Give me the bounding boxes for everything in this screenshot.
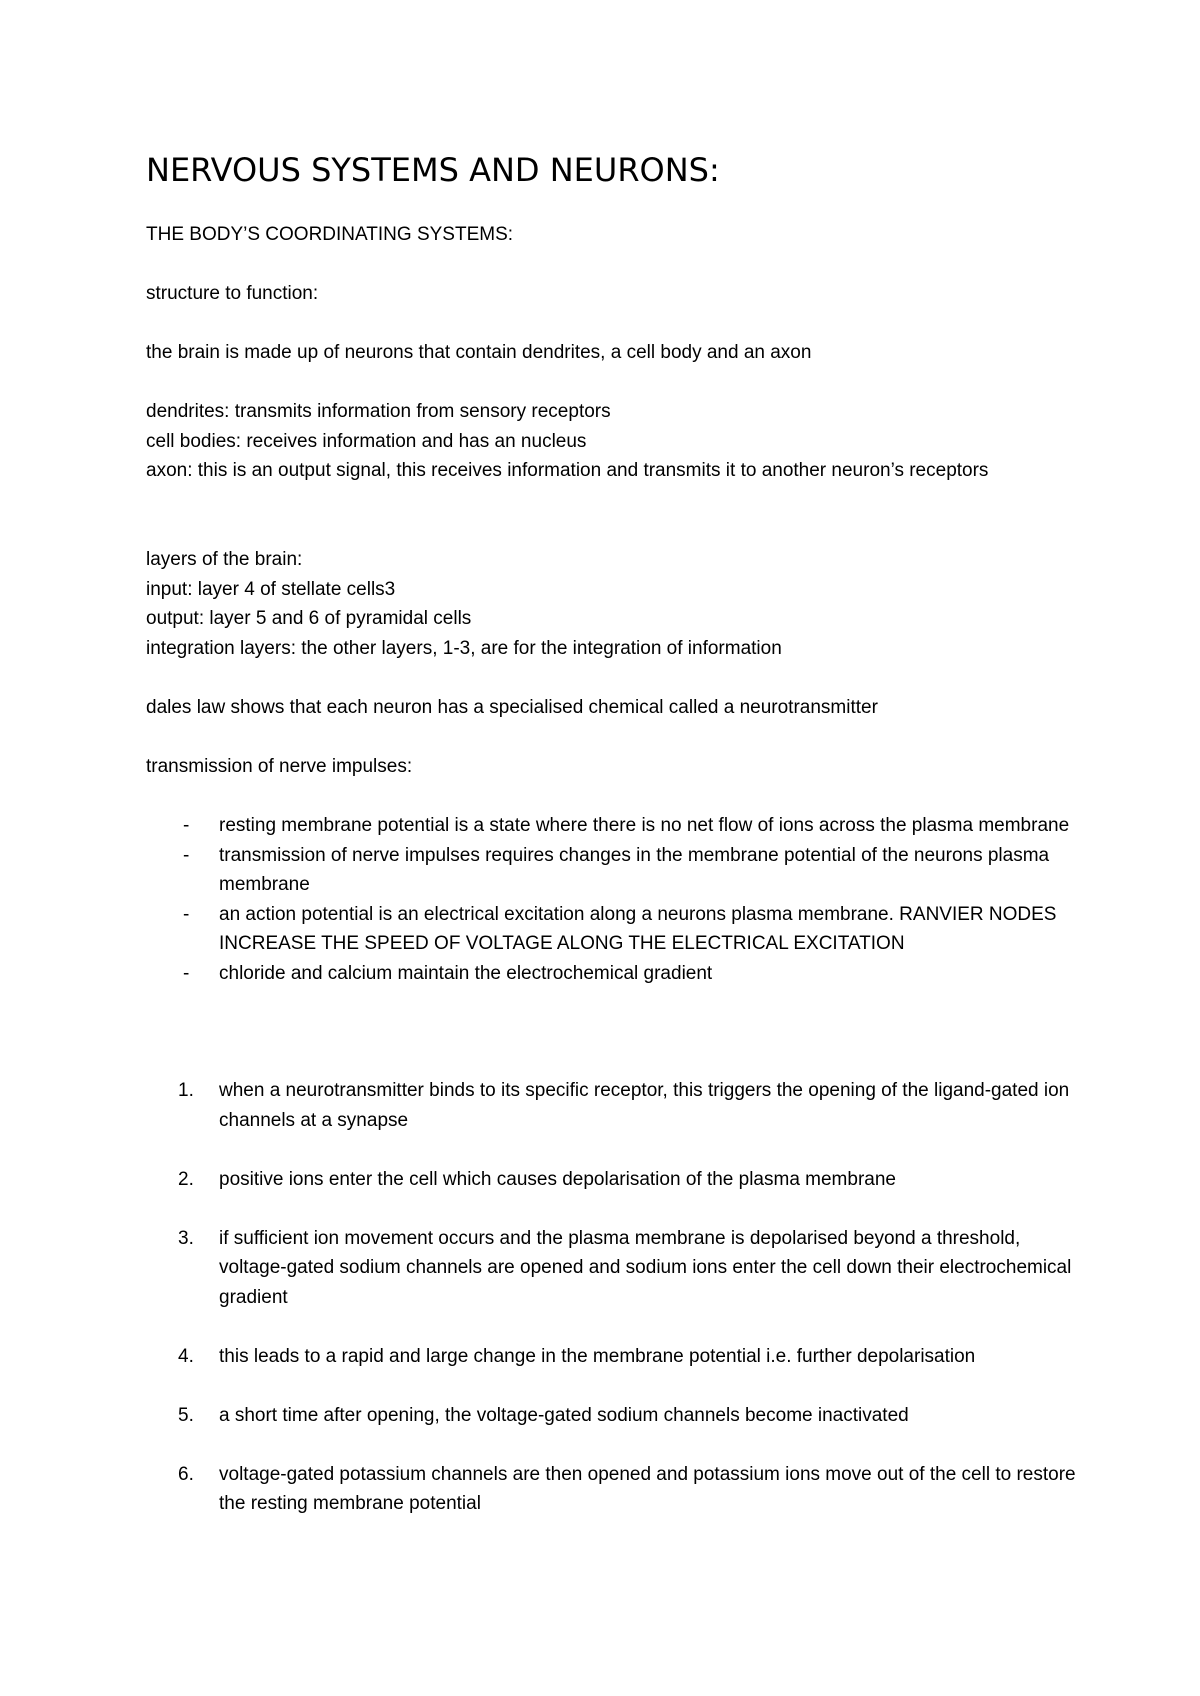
brain-layers-block: [146, 545, 1086, 663]
list-item-text: chloride and calcium maintain the electrochemical gradient: [219, 962, 713, 984]
step-text: positive ions enter the cell which causes depolarisation of the plasma membrane: [219, 1168, 896, 1190]
step-number: 5.: [178, 1404, 194, 1426]
section-heading-transmission: transmission of nerve impulses:: [146, 756, 413, 777]
step-text: this leads to a rapid and large change in the membrane potential i.e. further depolarisation: [219, 1345, 976, 1367]
definition-cell-bodies: cell bodies: receives information and has an nucleus: [146, 430, 587, 452]
list-item: [146, 959, 1086, 989]
step-text: a short time after opening, the voltage-gated sodium channels become inactivated: [219, 1404, 909, 1426]
definition-dendrites: dendrites: transmits information from sensory receptors: [146, 401, 611, 422]
list-item: [146, 811, 1086, 841]
list-item: [146, 1342, 1086, 1372]
dales-law-paragraph: dales law shows that each neuron has a specialised chemical called a neurotransmitter: [146, 697, 878, 718]
step-number: 6.: [178, 1463, 194, 1485]
definitions-block: [146, 397, 1086, 486]
list-item-text: transmission of nerve impulses requires changes in the membrane potential of the neurons plasma membrane: [219, 844, 1050, 895]
section-heading-structure: structure to function:: [146, 283, 319, 304]
list-item: [146, 1460, 1086, 1519]
step-number: 2.: [178, 1168, 194, 1190]
dash-marker: -: [183, 815, 190, 836]
list-item: [146, 1165, 1086, 1195]
layers-heading: layers of the brain:: [146, 549, 303, 570]
dash-marker: -: [183, 844, 190, 866]
list-item: [146, 1224, 1086, 1313]
step-number: 1.: [178, 1080, 194, 1101]
transmission-bullet-list: [146, 811, 1086, 988]
list-item: [146, 841, 1086, 900]
definition-axon: axon: this is an output signal, this receives information and transmits it to another neuron’s receptors: [146, 460, 989, 481]
list-item-text: resting membrane potential is a state where there is no net flow of ions across the plasma membrane: [219, 815, 1070, 836]
section-heading-coordinating-systems: THE BODY’S COORDINATING SYSTEMS:: [146, 224, 514, 245]
dash-marker: -: [183, 962, 190, 984]
list-item: [146, 1076, 1086, 1135]
dash-marker: -: [183, 903, 190, 925]
document-title: NERVOUS SYSTEMS AND NEURONS:: [146, 151, 720, 189]
layer-output: output: layer 5 and 6 of pyramidal cells: [146, 608, 472, 629]
step-number: 4.: [178, 1345, 194, 1367]
intro-paragraph: the brain is made up of neurons that contain dendrites, a cell body and an axon: [146, 342, 812, 363]
list-item: [146, 900, 1086, 959]
layer-integration: integration layers: the other layers, 1-3, are for the integration of information: [146, 637, 782, 659]
action-potential-steps-list: [146, 1076, 1086, 1519]
list-item-text: an action potential is an electrical excitation along a neurons plasma membrane. RANVIER NODES INCREASE THE SPEED OF VOLTAGE ALONG THE ELECTRICAL EXCITATION: [219, 903, 1057, 954]
list-item: [146, 1401, 1086, 1431]
step-text: when a neurotransmitter binds to its specific receptor, this triggers the opening of the ligand-gated ion channels at a synapse: [219, 1080, 1070, 1131]
layer-input: input: layer 4 of stellate cells3: [146, 578, 396, 600]
step-text: if sufficient ion movement occurs and the plasma membrane is depolarised beyond a threshold, voltage-gated sodium channels are opened and sodium ions enter the cell down their electrochemical gradient: [219, 1227, 1072, 1308]
step-text: voltage-gated potassium channels are then opened and potassium ions move out of the cell to restore the resting membrane potential: [219, 1463, 1076, 1514]
step-number: 3.: [178, 1227, 194, 1249]
